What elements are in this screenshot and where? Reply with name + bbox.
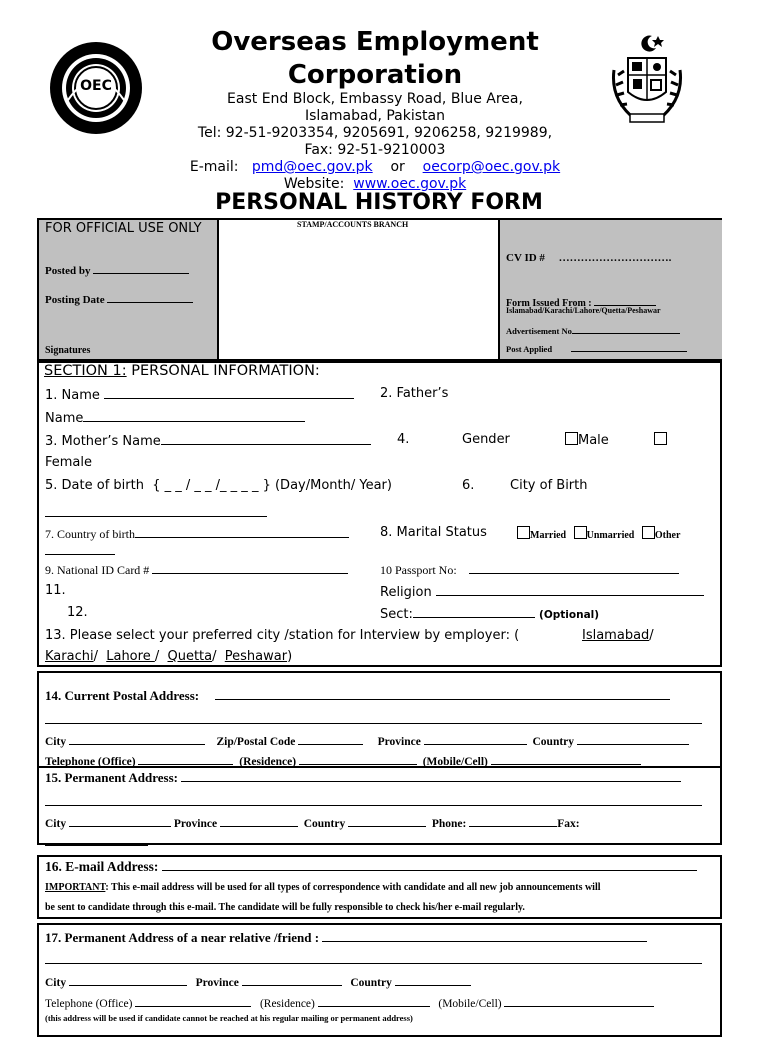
current-residence-label: (Residence) (239, 756, 297, 768)
permanent-address-line2[interactable] (45, 793, 702, 811)
gender-number: 4. (397, 432, 410, 447)
fathers-name-field[interactable] (45, 409, 305, 426)
relative-note: (this address will be used if candidate cannot be reached at his regular mailing or permanent address) (45, 1013, 413, 1023)
signatures-label: Signatures (45, 345, 91, 356)
unmarried-label: Unmarried (586, 530, 635, 541)
org-name-line2: Corporation (287, 60, 463, 90)
permanent-address-field[interactable] (45, 769, 681, 786)
current-address-line2[interactable] (45, 711, 702, 729)
website-link[interactable]: www.oec.gov.pk (353, 176, 467, 192)
important-label: IMPORTANT (45, 882, 106, 893)
religion-field[interactable] (380, 583, 704, 600)
current-province-label: Province (377, 736, 421, 748)
org-name-line1: Overseas Employment (211, 27, 539, 57)
city-peshawar[interactable]: Peshawar (224, 649, 288, 664)
name-label: 1. Name (45, 388, 100, 403)
name-field[interactable] (45, 386, 354, 403)
relative-mobile-label: (Mobile/Cell) (438, 998, 502, 1010)
dob-pattern: { _ _ / _ _ /_ _ _ _ } (152, 478, 271, 493)
city-of-birth-label: City of Birth (510, 478, 588, 493)
city-karachi[interactable]: Karachi (45, 649, 94, 664)
national-id-field[interactable] (45, 561, 348, 578)
current-tel-office-label: Telephone (Office) (45, 756, 136, 768)
advertisement-label: Advertisement No (506, 326, 572, 336)
relative-address-details[interactable] (45, 973, 471, 989)
logo-center-text: OEC (80, 78, 112, 94)
city-islamabad[interactable]: Islamabad (582, 628, 650, 643)
dob-hint: (Day/Month/ Year) (274, 478, 392, 493)
country-of-birth-label: 7. Country of birth (45, 527, 135, 541)
relative-address-field[interactable] (45, 929, 647, 946)
interview-city-islamabad[interactable]: Islamabad/ (582, 628, 654, 643)
relative-country-label: Country (350, 977, 392, 989)
org-contact (160, 91, 590, 193)
telephone-line: Tel: 92-51-9203354, 9205691, 9206258, 9219989, (197, 125, 553, 141)
interview-city-question: 13. Please select your preferred city /station for Interview by employer: ( (45, 628, 520, 643)
current-mobile-label: (Mobile/Cell) (422, 756, 488, 768)
cv-id-dots: …………………………. (558, 252, 672, 264)
current-city-label: City (45, 736, 67, 748)
sect-field[interactable] (380, 605, 599, 622)
permanent-phone-label: Phone: (431, 818, 467, 830)
official-heading: FOR OFFICIAL USE ONLY (45, 221, 202, 236)
fathers-name-label: 2. Father’s (380, 386, 449, 401)
other-checkbox[interactable] (642, 526, 655, 539)
interview-city-options: Karachi/ Lahore / Quetta/ Peshawar) (45, 649, 293, 664)
relative-residence-label: (Residence) (259, 998, 315, 1010)
issued-cities: Islamabad/Karachi/Lahore/Quetta/Peshawar (506, 306, 661, 315)
email-important-note2: be sent to candidate through this e-mail. The candidate will be fully responsible to check his/her e-mail regularly. (45, 902, 525, 913)
marital-options[interactable] (517, 526, 680, 541)
national-id-label: 9. National ID Card # (45, 563, 150, 577)
permanent-fax-label: Fax: (557, 818, 580, 830)
section1-number: SECTION 1: (44, 363, 127, 379)
country-of-birth-field[interactable] (45, 525, 349, 542)
org-name (160, 26, 590, 92)
cv-id-field[interactable] (506, 252, 671, 264)
email-line (160, 159, 590, 176)
passport-field[interactable] (380, 561, 679, 578)
email-link-pmd[interactable]: pmd@oec.gov.pk (251, 159, 373, 175)
relative-phone-details[interactable] (45, 994, 654, 1010)
official-right-panel (498, 220, 722, 359)
female-checkbox[interactable] (654, 432, 667, 445)
gender-female-checkbox-wrap[interactable] (654, 432, 667, 448)
gender-male-option[interactable] (565, 432, 609, 448)
city-quetta[interactable]: Quetta (167, 649, 213, 664)
cv-id-label: CV ID # (506, 252, 545, 264)
posted-by-field[interactable] (45, 261, 189, 277)
sect-optional: (Optional) (539, 609, 600, 621)
fathers-name-label-cont: Name (45, 411, 84, 426)
email-or: or (390, 159, 405, 175)
address-divider (37, 766, 720, 768)
current-country-label: Country (532, 736, 575, 748)
city-close: ) (287, 649, 293, 664)
email-note-line1: : This e-mail address will be used for all types of correspondence with candidate and all new job announcements will (105, 882, 601, 893)
passport-label: 10 Passport No: (380, 563, 457, 577)
relative-province-label: Province (195, 977, 239, 989)
email-important-note1 (45, 882, 601, 893)
current-zip-label: Zip/Postal Code (216, 736, 296, 748)
other-label: Other (654, 530, 681, 541)
city-lahore[interactable]: Lahore (106, 649, 155, 664)
form-title: PERSONAL HISTORY FORM (215, 190, 543, 215)
permanent-country-label: Country (303, 818, 346, 830)
post-applied-field[interactable] (506, 342, 687, 354)
gender-label: Gender (462, 432, 510, 447)
current-address-label: 14. Current Postal Address: (45, 688, 200, 703)
posted-by-label: Posted by (45, 265, 91, 277)
unmarried-checkbox[interactable] (574, 526, 587, 539)
item-11-label: 11. (45, 583, 66, 598)
govt-emblem (606, 30, 688, 130)
permanent-city-label: City (45, 818, 67, 830)
male-label: Male (578, 433, 609, 448)
dob-label: 5. Date of birth (45, 478, 144, 493)
relative-address-line2[interactable] (45, 951, 702, 969)
mothers-name-label: 3. Mother’s Name (45, 434, 161, 449)
male-checkbox[interactable] (565, 432, 578, 445)
religion-label: Religion (380, 585, 432, 600)
section1-heading (44, 363, 320, 379)
email-address-field[interactable] (45, 858, 697, 875)
relative-tel-office-label: Telephone (Office) (45, 998, 133, 1010)
section1-title: PERSONAL INFORMATION: (126, 363, 320, 379)
email-label: E-mail: (189, 159, 239, 175)
stamp-label: STAMP/ACCOUNTS BRANCH (297, 220, 409, 229)
posting-date-label: Posting Date (45, 294, 105, 306)
permanent-fax-line[interactable] (45, 833, 148, 851)
fax-line: Fax: 92-51-9210003 (304, 142, 446, 158)
permanent-province-label: Province (173, 818, 218, 830)
website-label: Website: (283, 176, 345, 192)
marital-other-line[interactable] (45, 542, 115, 560)
sect-label: Sect: (380, 607, 413, 622)
address-line1: East End Block, Embassy Road, Blue Area, (227, 91, 523, 107)
current-address-details[interactable] (45, 732, 689, 748)
city-of-birth-line[interactable] (45, 504, 267, 522)
marital-status-label: 8. Marital Status (380, 525, 487, 540)
relative-city-label: City (45, 977, 67, 989)
form-issued-label: Form Issued From : (506, 298, 592, 309)
address-line2: Islamabad, Pakistan (305, 108, 445, 124)
dob-field[interactable] (45, 478, 392, 493)
email-link-oecorp[interactable]: oecorp@oec.gov.pk (422, 159, 561, 175)
email-address-label: 16. E-mail Address: (45, 859, 159, 874)
current-address-field[interactable] (45, 687, 670, 704)
item-12-label: 12. (67, 605, 88, 620)
married-checkbox[interactable] (517, 526, 530, 539)
post-applied-label: Post Applied (506, 344, 553, 354)
mothers-name-field[interactable] (45, 432, 371, 449)
advertisement-field[interactable] (506, 324, 680, 336)
official-left-panel (39, 220, 219, 359)
female-label: Female (45, 455, 93, 470)
posting-date-field[interactable] (45, 290, 193, 306)
official-use-box (37, 218, 722, 361)
permanent-address-label: 15. Permanent Address: (45, 770, 179, 785)
city-of-birth-number: 6. (462, 478, 475, 493)
relative-address-label: 17. Permanent Address of a near relative /friend : (45, 930, 320, 945)
oec-logo (48, 40, 144, 136)
permanent-address-details[interactable] (45, 814, 580, 830)
married-label: Married (530, 530, 567, 541)
